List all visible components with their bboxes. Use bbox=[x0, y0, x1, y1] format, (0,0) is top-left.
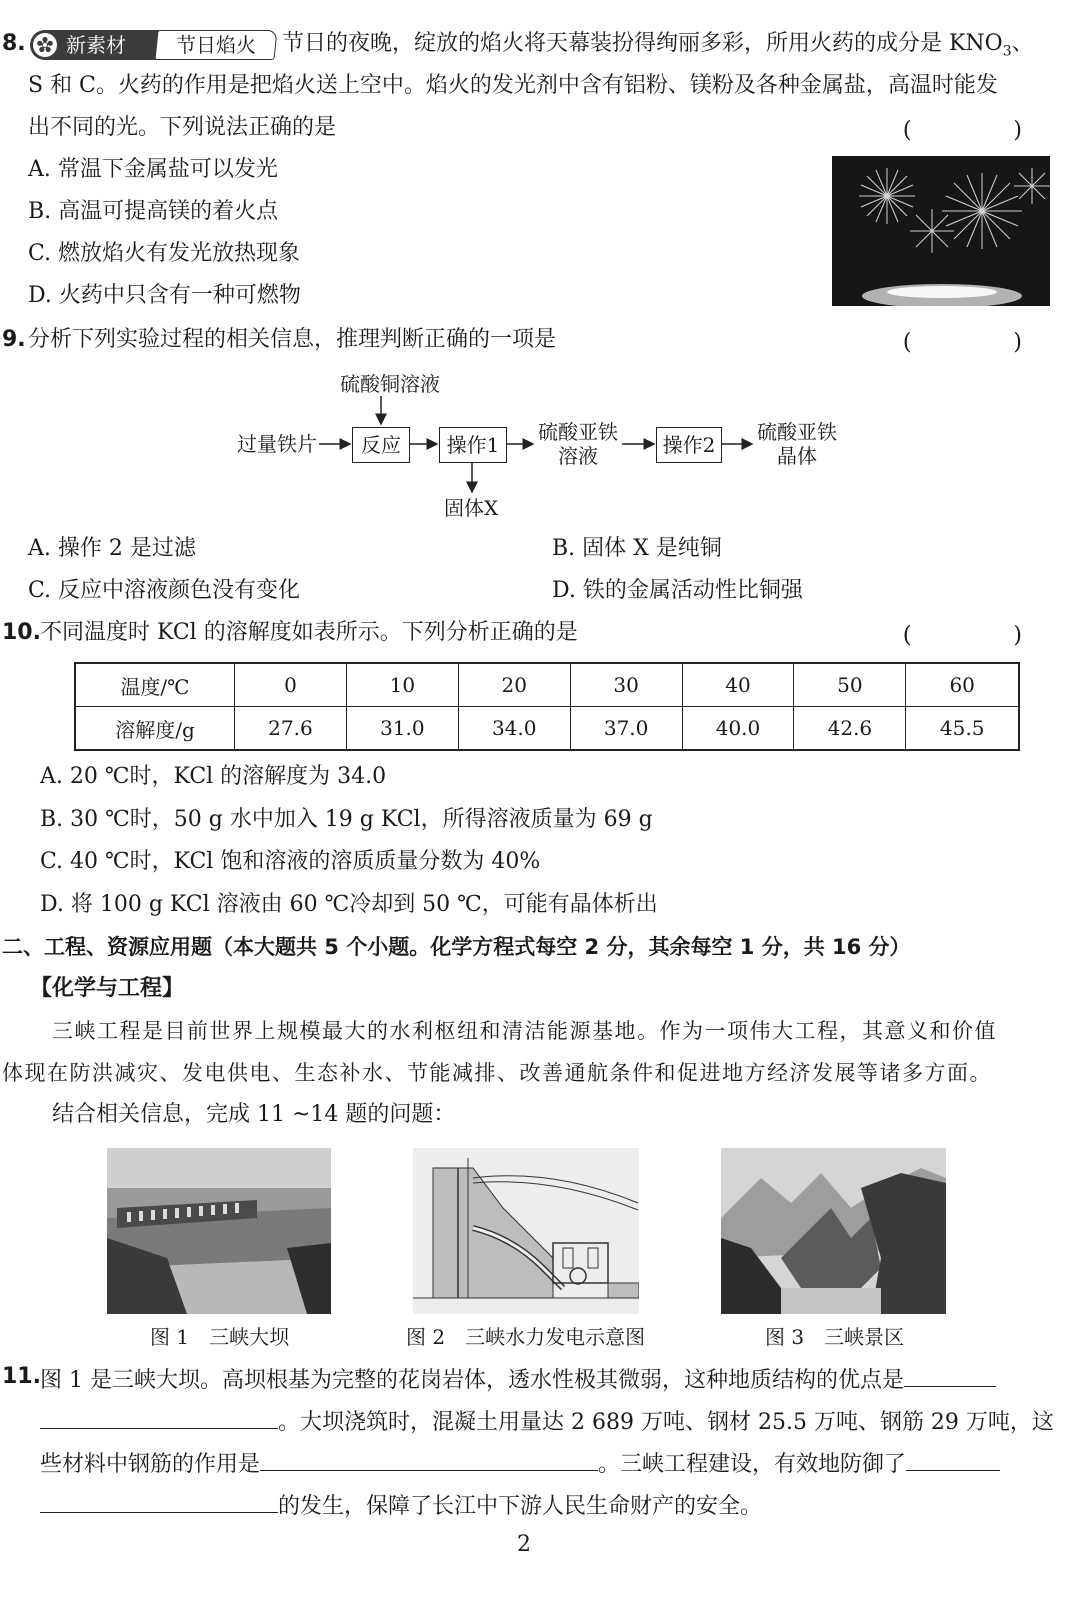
table-row-solubility bbox=[75, 707, 1019, 751]
q10-stem: 不同温度时 KCl 的溶解度如表所示。下列分析正确的是 bbox=[40, 620, 578, 645]
answer-blank-1-cont[interactable] bbox=[40, 1404, 278, 1429]
topic-tag: 节日焰火 bbox=[154, 30, 277, 60]
flow-operation1-box: 操作1 bbox=[439, 427, 507, 463]
q9-option-b: B. 固体 X 是纯铜 bbox=[552, 536, 722, 561]
answer-blank-1[interactable] bbox=[904, 1362, 996, 1387]
table-cell: 溶解度/g bbox=[75, 707, 235, 751]
table-cell: 42.6 bbox=[794, 707, 906, 751]
q9-option-c: C. 反应中溶液颜色没有变化 bbox=[28, 578, 301, 603]
q10-option-d: D. 将 100 g KCl 溶液由 60 ℃冷却到 50 ℃，可能有晶体析出 bbox=[40, 892, 658, 917]
q10-option-a: A. 20 ℃时，KCl 的溶解度为 34.0 bbox=[40, 764, 387, 789]
flow-solid-x: 固体X bbox=[444, 496, 499, 520]
answer-blank-3-cont[interactable] bbox=[40, 1488, 278, 1513]
section2-para2: 体现在防洪减灾、发电供电、生态补水、节能减排、改善通航条件和促进地方经济发展等诸多方面。 bbox=[2, 1061, 992, 1085]
table-cell: 0 bbox=[235, 663, 347, 707]
q9-number: 9. bbox=[2, 327, 26, 352]
section2-para1: 三峡工程是目前世界上规模最大的水利枢纽和清洁能源基地。作为一项伟大工程，其意义和价值 bbox=[52, 1019, 997, 1043]
new-material-label: 新素材 bbox=[66, 33, 126, 57]
table-cell: 31.0 bbox=[346, 707, 458, 751]
section2-heading: 二、工程、资源应用题（本大题共 5 个小题。化学方程式每空 2 分，其余每空 1 分，共 16 分） bbox=[2, 935, 911, 959]
q11-line2: 。大坝浇筑时，混凝土用量达 2 689 万吨、钢材 25.5 万吨、钢筋 29 万吨，这 bbox=[40, 1404, 1054, 1438]
table-cell: 温度/℃ bbox=[75, 663, 235, 707]
table-cell: 37.0 bbox=[570, 707, 682, 751]
answer-blank-2[interactable] bbox=[260, 1446, 598, 1471]
page-number: 2 bbox=[517, 1532, 531, 1557]
flow-reaction-box: 反应 bbox=[352, 427, 410, 463]
hydropower-diagram bbox=[413, 1148, 639, 1314]
q11-line1: 图 1 是三峡大坝。高坝根基为完整的花岗岩体，透水性极其微弱，这种地质结构的优点是 bbox=[40, 1362, 996, 1396]
q8-option-c: C. 燃放焰火有发光放热现象 bbox=[28, 241, 301, 266]
q11-line3: 些材料中钢筋的作用是 。三峡工程建设，有效地防御了 bbox=[40, 1446, 1000, 1480]
table-cell: 27.6 bbox=[235, 707, 347, 751]
q10-option-b: B. 30 ℃时，50 g 水中加入 19 g KCl，所得溶液质量为 69 g bbox=[40, 807, 653, 832]
answer-blank-3[interactable] bbox=[906, 1446, 1000, 1471]
q9-option-a: A. 操作 2 是过滤 bbox=[28, 536, 196, 561]
flow-operation2-box: 操作2 bbox=[656, 427, 722, 463]
q8-answer-paren[interactable]: ( ) bbox=[902, 118, 1062, 143]
table-cell: 20 bbox=[458, 663, 570, 707]
flow-copper-sulfate: 硫酸铜溶液 bbox=[340, 372, 440, 396]
q10-option-c: C. 40 ℃时，KCl 饱和溶液的溶质质量分数为 40% bbox=[40, 849, 541, 874]
three-gorges-scenic-photo bbox=[721, 1148, 946, 1314]
table-cell: 40.0 bbox=[682, 707, 794, 751]
q8-number: 8. bbox=[2, 31, 26, 56]
q10-number: 10. bbox=[2, 620, 41, 645]
q8-line2: S 和 C。火药的作用是把焰火送上空中。焰火的发光剂中含有铝粉、镁粉及各种金属盐，高温时能发 bbox=[28, 73, 998, 98]
three-gorges-dam-photo bbox=[107, 1148, 331, 1314]
q11-line4: 的发生，保障了长江中下游人民生命财产的安全。 bbox=[40, 1488, 762, 1522]
q9-answer-paren[interactable]: ( ) bbox=[902, 330, 1062, 355]
q9-option-d: D. 铁的金属活动性比铜强 bbox=[552, 578, 803, 603]
flow-ferrous-crystal: 硫酸亚铁 晶体 bbox=[757, 420, 837, 468]
table-cell: 45.5 bbox=[906, 707, 1019, 751]
table-row-temperature bbox=[75, 663, 1019, 707]
q11-number: 11. bbox=[2, 1364, 41, 1389]
table-cell: 10 bbox=[346, 663, 458, 707]
table-cell: 34.0 bbox=[458, 707, 570, 751]
q10-answer-paren[interactable]: ( ) bbox=[902, 623, 1062, 648]
q8-line1: 节日的夜晚，绽放的焰火将天幕装扮得绚丽多彩，所用火药的成分是 $KNO_3$、 bbox=[282, 31, 1034, 60]
table-cell: 60 bbox=[906, 663, 1019, 707]
table-cell: 30 bbox=[570, 663, 682, 707]
figure2-caption: 图 2 三峡水力发电示意图 bbox=[406, 1325, 646, 1349]
flow-ferrous-solution: 硫酸亚铁 溶液 bbox=[538, 420, 618, 468]
flow-iron-sheet: 过量铁片 bbox=[237, 432, 317, 456]
section2-para3: 结合相关信息，完成 11 ~14 题的问题： bbox=[52, 1102, 456, 1127]
solubility-table bbox=[74, 662, 1020, 751]
table-cell: 40 bbox=[682, 663, 794, 707]
section2-subheading: 【化学与工程】 bbox=[30, 976, 185, 1001]
figure3-caption: 图 3 三峡景区 bbox=[765, 1325, 905, 1349]
figure1-caption: 图 1 三峡大坝 bbox=[150, 1325, 290, 1349]
table-cell: 50 bbox=[794, 663, 906, 707]
q8-option-d: D. 火药中只含有一种可燃物 bbox=[28, 283, 301, 308]
q8-option-a: A. 常温下金属盐可以发光 bbox=[28, 157, 278, 182]
q8-option-b: B. 高温可提高镁的着火点 bbox=[28, 199, 279, 224]
q9-stem: 分析下列实验过程的相关信息，推理判断正确的一项是 bbox=[28, 327, 557, 352]
q8-line3: 出不同的光。下列说法正确的是 bbox=[28, 115, 337, 140]
